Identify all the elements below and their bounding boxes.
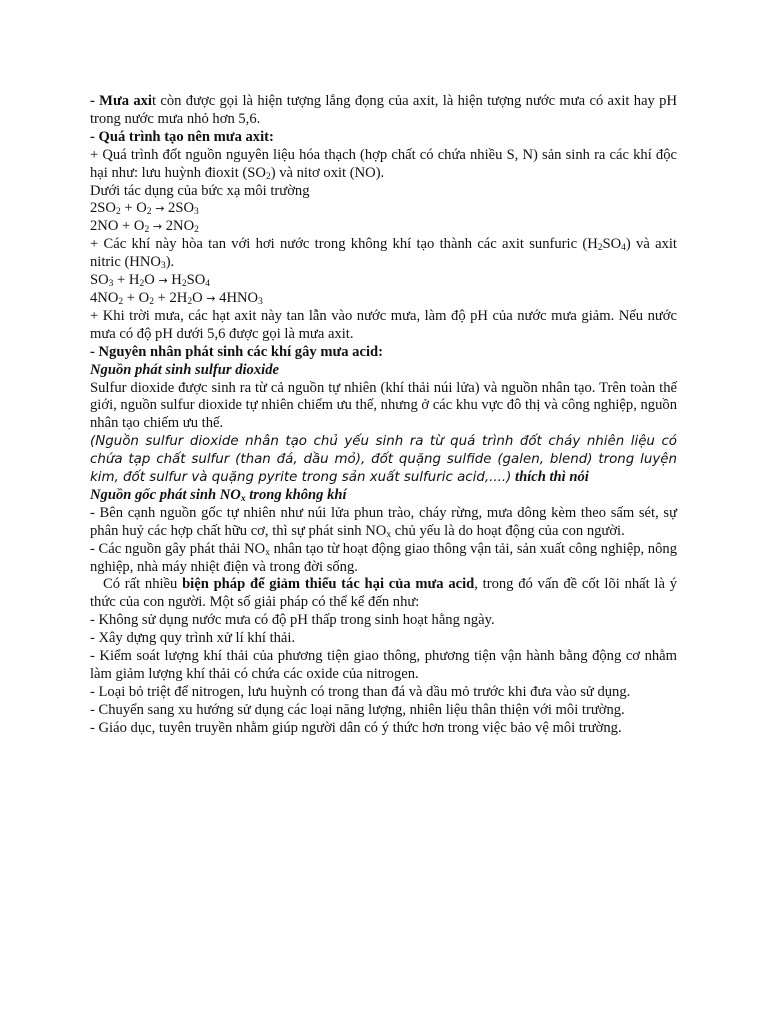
text-dissolution-d: ). [165, 254, 175, 271]
subscript: 2 [181, 279, 187, 290]
subscript: 2 [139, 279, 145, 290]
eq-term: 2SO [164, 200, 195, 217]
text-solutions-a: Có rất nhiều [103, 576, 183, 593]
heading-formation-process-text: - Quá trình tạo nên mưa axit: [90, 128, 274, 145]
paragraph-fossil-fuel [90, 147, 677, 183]
eq-term: 4HNO [215, 289, 259, 306]
heading-causes [90, 344, 677, 362]
text-dissolution-a: + Các khí này hòa tan với hơi nước trong không khí tạo thành các axit sunfuric (H [90, 236, 598, 253]
paragraph-nox-anthropogenic [90, 541, 677, 577]
heading-so2-source [90, 362, 677, 380]
paragraph-rain-ph: + Khi trời mưa, các hạt axit này tan lẫn vào nước mưa, làm độ pH của nước mưa giảm. Nếu nước mưa có độ pH dưới 5,6 được gọi là mưa axit. [90, 307, 677, 342]
subscript: 2 [597, 243, 603, 254]
subscript: 2 [187, 296, 193, 307]
eq-term: + H [113, 272, 140, 289]
subscript: 2 [115, 207, 121, 218]
eq-term: O [144, 272, 159, 289]
list-item: - Xây dựng quy trình xử lí khí thải. [90, 630, 296, 647]
subscript: 3 [194, 207, 199, 218]
equation-sulfuric-acid [90, 272, 677, 290]
text-solutions-bold: biện pháp để giảm thiểu tác hại của mưa acid [182, 576, 475, 593]
heading-formation-process [90, 129, 677, 147]
eq-term: + O [123, 289, 150, 306]
paragraph-solutions-intro [90, 576, 677, 612]
heading-causes-text: - Nguyên nhân phát sinh các khí gây mưa acid: [90, 343, 383, 360]
subscript: x [265, 547, 270, 558]
eq-term: 2NO [162, 218, 195, 235]
equation-nitric-acid [90, 290, 677, 308]
text-dissolution-b: SO [602, 236, 622, 253]
heading-nox-text-a: Nguồn gốc phát sinh NO [90, 486, 241, 503]
heading-nox-text-b: trong không khí [245, 486, 347, 503]
list-item: - Chuyển sang xu hướng sử dụng các loại năng lượng, nhiên liệu thân thiện với môi trường. [90, 701, 625, 718]
paragraph-nox-natural [90, 505, 677, 541]
reaction-arrow-icon: → [155, 202, 165, 216]
heading-nox-source [90, 487, 677, 505]
equation-no-oxidation [90, 218, 677, 236]
text-nox-natural-b: chủ yếu là do hoạt động của con người. [391, 522, 625, 539]
term-acid-rain: - Mưa axi [90, 93, 152, 109]
text-fossil-fuel-a: + Quá trình đốt nguồn nguyên liệu hóa thạch (hợp chất có chứa nhiều S, N) sản sinh ra các khí độc hại như: lưu huỳnh đioxit (SO [90, 146, 677, 181]
text-nox-anthro-b: nhân tạo từ hoạt động giao thông vận tải, sản xuất công nghiệp, nông nghiệp, nhà máy nhiệt điện và trong đời sống. [90, 540, 677, 575]
reaction-arrow-icon: → [206, 291, 216, 305]
subscript: 3 [108, 279, 114, 290]
subscript: 4 [205, 279, 211, 290]
eq-term: SO [90, 272, 109, 289]
subscript: 3 [258, 296, 263, 307]
subscript: 3 [160, 261, 166, 272]
paragraph-so2-anthropogenic [90, 433, 677, 487]
subscript: x [386, 529, 392, 540]
subscript: 2 [149, 296, 154, 307]
text-dissolution-c: ) và axit nitric (HNO [90, 236, 677, 271]
list-item: - Loại bỏ triệt để nitrogen, lưu huỳnh có trong than đá và dầu mỏ trước khi đưa vào sử dụng. [90, 683, 631, 700]
eq-term: 2NO + O [90, 218, 145, 235]
eq-term: 4NO [90, 289, 119, 306]
eq-term: 2SO [90, 200, 116, 217]
document-page [90, 93, 677, 738]
reaction-arrow-icon: → [152, 220, 163, 234]
subscript: 4 [621, 243, 626, 254]
eq-term: H [167, 272, 182, 289]
definition-text: t còn được gọi là hiện tượng lắng đọng của axit, là hiện tượng nước mưa có axit hay pH trong nước mưa nhỏ hơn 5,6. [90, 93, 677, 127]
subscript: 2 [265, 171, 271, 182]
paragraph-acid-rain-definition [90, 93, 677, 129]
paragraph-dissolution [90, 236, 677, 272]
note-italic: (Nguồn sulfur dioxide nhân tạo chủ yếu sinh ra từ quá trình đốt cháy nhiên liệu có chứa tạp chất sulfur (than đá, dầu mỏ), đốt quặng sulfide (galen, blend) trong luyện kim, đốt sulfur và quặng pyrite trong sản xuất sulfuric acid,....) [90, 434, 677, 486]
list-item: - Kiểm soát lượng khí thải của phương tiện giao thông, phương tiện vận hành bằng động cơ nhằm làm giảm lượng khí thải có chứa các oxide của nitrogen. [90, 648, 677, 682]
note-comment: thích thì nói [511, 469, 589, 486]
subscript: 2 [194, 225, 199, 236]
equation-so2-oxidation [90, 200, 677, 218]
subscript: 2 [144, 225, 150, 236]
heading-so2-source-text: Nguồn phát sinh sulfur dioxide [90, 361, 279, 378]
list-item: - Giáo dục, tuyên truyền nhằm giúp người dân có ý thức hơn trong việc bảo vệ môi trường. [90, 719, 622, 736]
text-solutions-b: , trong đó vấn đề cốt lõi nhất là ý thức của con người. Một số giải pháp có thể kể đến như: [90, 576, 677, 611]
text-nox-anthro-a: - Các nguồn gây phát thải NO [90, 540, 266, 557]
eq-term: + O [120, 200, 147, 217]
paragraph-radiation: Dưới tác dụng của bức xạ môi trường [90, 182, 310, 199]
subscript: 2 [118, 296, 124, 307]
list-item: - Không sử dụng nước mưa có độ pH thấp trong sinh hoạt hằng ngày. [90, 612, 495, 629]
text-nox-natural-a: - Bên cạnh nguồn gốc tự nhiên như núi lửa phun trào, cháy rừng, mưa dông kèm theo sấm sét, sự phân huỷ các hợp chất hữu cơ, thì sự phát sinh NO [90, 504, 677, 539]
eq-term: O [192, 289, 207, 306]
paragraph-so2-sources: Sulfur dioxide được sinh ra từ cả nguồn tự nhiên (khí thải núi lửa) và nguồn nhân tạo. Trên toàn thế giới, nguồn sulfur dioxide tự nhiên chiếm ưu thế, nhưng ở các khu vực đô thị và công nghiệp, nguồn nhân tạo chiếm ưu thế. [90, 379, 677, 432]
eq-term: SO [186, 272, 206, 289]
reaction-arrow-icon: → [158, 274, 168, 288]
subscript: x [240, 493, 246, 504]
text-fossil-fuel-b: ) và nitơ oxit (NO). [270, 164, 385, 181]
subscript: 2 [146, 207, 152, 218]
eq-term: + 2H [153, 289, 188, 306]
